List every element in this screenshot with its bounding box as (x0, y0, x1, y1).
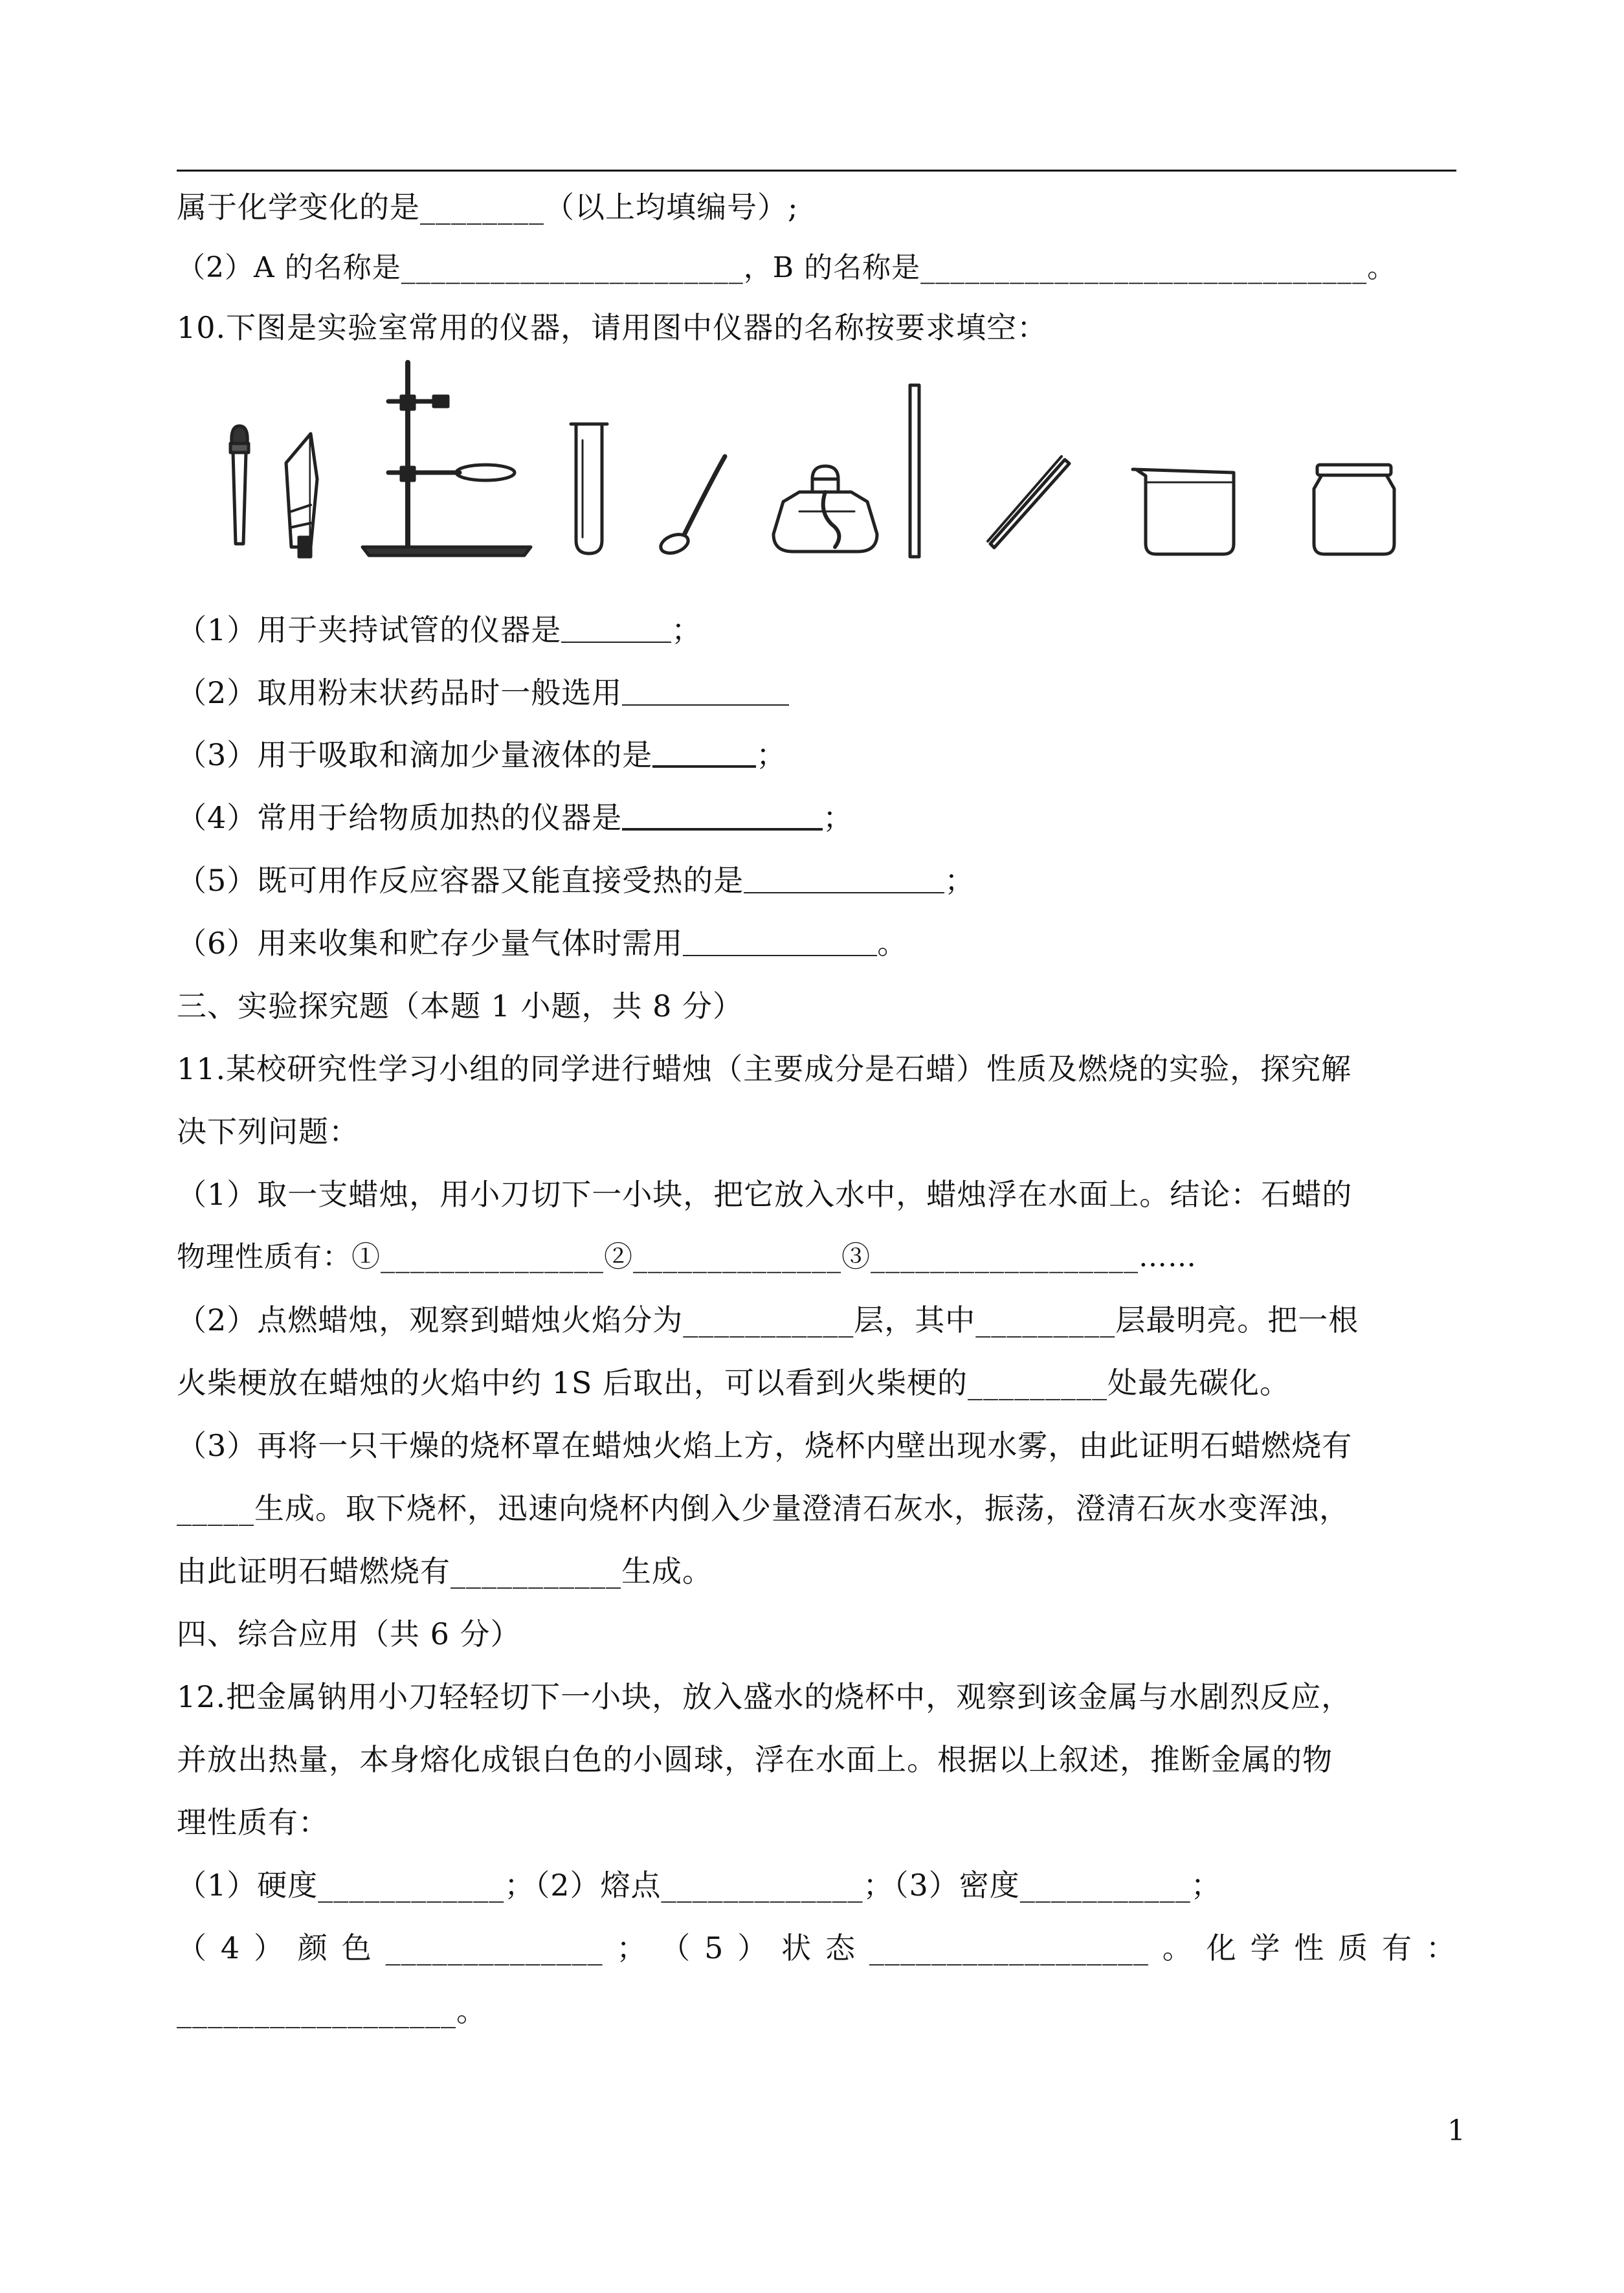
q10-item-5 (177, 861, 975, 900)
q10-4-end: ； (823, 800, 854, 835)
answer-blank[interactable] (622, 802, 823, 831)
q10-6-end: 。 (877, 926, 908, 961)
iron-stand-icon (362, 363, 531, 555)
q12-token: 状 (781, 1930, 812, 1965)
q10-5-text: （5）既可用作反应容器又能直接受热的是 (177, 863, 744, 898)
alcohol-lamp-icon (773, 466, 877, 552)
glass-rod-icon (910, 385, 919, 557)
q12-state-blank[interactable]: __________________ (869, 1930, 1149, 1965)
section-4-heading: 四、综合应用（共 6 分） (177, 1616, 521, 1651)
q12-token: ） (737, 1930, 768, 1965)
apparatus-figure (214, 350, 1398, 563)
test-tube-clamp-icon (286, 434, 317, 557)
q12-token: （ (177, 1930, 207, 1965)
beaker-icon (1133, 469, 1234, 554)
q12-token: 4 (220, 1930, 241, 1965)
q12-token: ） (254, 1930, 284, 1965)
q12-token: 质 (1338, 1930, 1369, 1965)
q10-3-text: （3）用于吸取和滴加少量液体的是 (177, 737, 653, 772)
answer-blank[interactable] (683, 929, 877, 956)
dropper-icon (230, 426, 249, 544)
question-10-title: 10.下图是实验室常用的仪器，请用图中仪器的名称按要求填空： (177, 310, 1048, 345)
q12-token: 颜 (297, 1930, 328, 1965)
header-rule (177, 170, 1456, 172)
q12-token: 态 (825, 1930, 856, 1965)
q10-5-end: ； (944, 863, 975, 898)
answer-blank[interactable] (622, 678, 789, 706)
q11-item-1-line-1: （1）取一支蜡烛，用小刀切下一小块，把它放入水中，蜡烛浮在水面上。结论：石蜡的 (177, 1177, 1353, 1212)
q10-6-text: （6）用来收集和贮存少量气体时需用 (177, 926, 684, 961)
q12-token: 性 (1294, 1930, 1325, 1965)
q10-item-3 (177, 735, 786, 774)
q10-3-end: ； (756, 737, 787, 772)
line-chem-change: 属于化学变化的是________（以上均填编号）; (177, 190, 799, 225)
q12-token: （ (660, 1930, 691, 1965)
question-11-line-2: 决下列问题： (177, 1114, 359, 1149)
q12-items-1-3: （1）硬度____________；（2）熔点_____________；（3）密度___________； (177, 1868, 1221, 1903)
tweezers-icon (988, 456, 1069, 548)
q10-item-6 (177, 924, 907, 963)
q11-item-3-line-1: （3）再将一只干燥的烧杯罩在蜡烛火焰上方，烧杯内壁出现水雾，由此证明石蜡燃烧有 (177, 1428, 1353, 1463)
test-tube-icon (571, 424, 607, 554)
q10-1-text: （1）用于夹持试管的仪器是 (177, 612, 562, 647)
q12-token: ； (616, 1930, 647, 1965)
gas-jar-icon (1314, 465, 1394, 554)
q12-token: 化 (1206, 1930, 1237, 1965)
q10-1-end: ； (671, 612, 702, 647)
q12-chemical-property-blank: __________________。 (177, 1993, 487, 2028)
q11-item-2-line-1: （2）点燃蜡烛，观察到蜡烛火焰分为___________层，其中_________层最明亮。把一根 (177, 1303, 1359, 1337)
question-11-line-1: 11.某校研究性学习小组的同学进行蜡烛（主要成分是石蜡）性质及燃烧的实验，探究解 (177, 1051, 1352, 1086)
medicine-spoon-icon (658, 456, 725, 557)
q10-item-1 (177, 610, 702, 649)
question-12-line-2: 并放出热量，本身熔化成银白色的小圆球，浮在水面上。根据以上叙述，推断金属的物 (177, 1742, 1333, 1777)
q10-item-4 (177, 798, 853, 837)
answer-blank[interactable] (652, 739, 756, 768)
q12-color-blank[interactable]: ______________ (385, 1930, 603, 1965)
answer-blank[interactable] (561, 616, 671, 643)
q10-4-text: （4）常用于给物质加热的仪器是 (177, 800, 623, 835)
answer-blank[interactable] (744, 866, 944, 893)
q10-2-text: （2）取用粉末状药品时一般选用 (177, 675, 623, 710)
question-12-line-1: 12.把金属钠用小刀轻轻切下一小块，放入盛水的烧杯中，观察到该金属与水剧烈反应， (177, 1679, 1352, 1714)
section-3-heading: 三、实验探究题（本题 1 小题，共 8 分） (177, 989, 744, 1023)
q11-item-3-line-2: _____生成。取下烧杯，迅速向烧杯内倒入少量澄清石灰水，振荡，澄清石灰水变浑浊， (177, 1491, 1350, 1526)
q11-item-1-line-2: 物理性质有：①_______________②______________③__________________…… (177, 1240, 1197, 1273)
question-12-line-3: 理性质有： (177, 1805, 329, 1840)
q12-token: 。 (1162, 1930, 1193, 1965)
q12-token: 色 (341, 1930, 372, 1965)
page-number: 1 (1447, 2114, 1465, 2147)
q11-item-2-line-2: 火柴梗放在蜡烛的火焰中约 1S 后取出，可以看到火柴梗的_________处最先碳化。 (177, 1365, 1291, 1400)
q12-token: 有 (1382, 1930, 1413, 1965)
q11-item-3-line-3: 由此证明石蜡燃烧有___________生成。 (177, 1554, 713, 1589)
line-a-b-names: （2）A 的名称是_______________________，B 的名称是______________________________。 (177, 251, 1397, 284)
q12-items-4-5 (177, 1929, 1456, 1967)
q10-item-2 (177, 673, 789, 712)
q12-token: ： (1425, 1930, 1456, 1965)
q12-token: 5 (704, 1930, 724, 1965)
q12-token: 学 (1250, 1930, 1281, 1965)
